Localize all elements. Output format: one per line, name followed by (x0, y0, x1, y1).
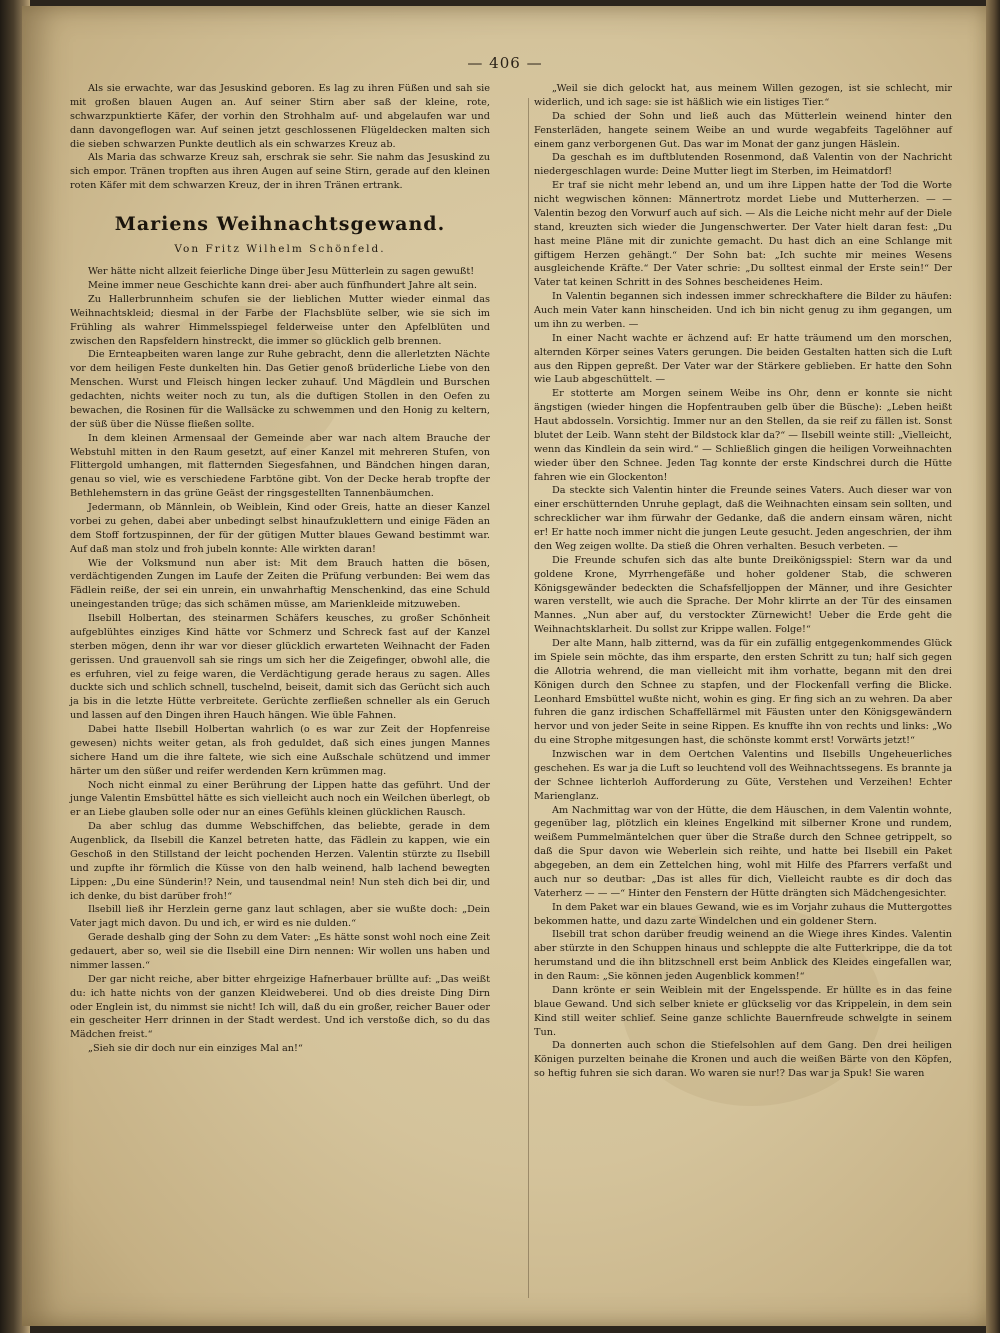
paragraph: Da schied der Sohn und ließ auch das Mütterlein weinend hinter den Fensterläden, hangete seinem Weibe an und wurde wegabfeits Tagelöhner auf einem ganz verborgenen Gut. Das war im Monat der ganz jungen Häslein. (534, 110, 952, 150)
article-body-left (70, 265, 490, 1056)
paragraph: Der alte Mann, halb zitternd, was da für ein zufällig entgegenkommendes Glück im Spiele sein möchte, das ihm ersparte, den ersten Schritt zu tun; half sich gegen die Allotria wehrend, die man vielleicht mit ihm vorhatte, begann mit den drei Königen durch den Schnee zu stapfen, und der Flockenfall verfing die Blicke. Leonhard Emsbüttel wußte nicht, wohin es ging. Er fing sich an zu wehren. Da aber fuhren die ganz irdischen Schaffellärmel mit Fäusten unter den Königsgewändern hervor und von jeder Seite in seine Rippen. Es knuffte ihn von rechts und links: „Wo du eine Strophe mitgesungen hast, die schönste kommt erst! Vorwärts jetzt!“ (534, 638, 952, 747)
paragraph: Noch nicht einmal zu einer Berührung der Lippen hatte das geführt. Und der junge Valentin Emsbüttel hätte es sich vielleicht auch noch ein Weilchen überlegt, ob er an Liebe glauben solle oder nur an eines Gefühls kleinen glücklichen Rausch. (70, 779, 490, 819)
paragraph: Wie der Volksmund nun aber ist: Mit dem Brauch hatten die bösen, verdächtigenden Zungen im Laufe der Zeiten die Prüfung verbunden: Bei wem das Fädlein reiße, der sei ein unrein, ein unwahrhaftig Menschenkind, das eine Schuld uneingestanden trüge; das sich schämen müsse, am Marienkleide mitzuweben. (70, 557, 490, 611)
paragraph: Da aber schlug das dumme Webschiffchen, das beliebte, gerade in dem Augenblick, da Ilsebill die Kanzel betreten hatte, das Fädlein zu kappen, wie ein Geschoß in den Stillstand der leicht pochenden Herzen. Valentin stürzte zu Ilsebill und zupfte ihr förmlich die Küsse von den halb weinend, halb lachend bewegten Lippen: „Du eine Sünderin!? Nein, und tausendmal nein! Nun steh dich bei dir, und ich denke, du bist darüber froh!“ (70, 821, 490, 902)
column-divider (528, 98, 529, 1298)
paragraph: Inzwischen war in dem Oertchen Valentins und Ilsebills Ungeheuerliches geschehen. Es war ja die Luft so leuchtend voll des Weihnachtssegens. Es brannte ja der Schnee lichterloh Aufforderung zu Güte, Verstehen und Verzeihen! Echter Marienglanz. (534, 749, 952, 802)
paragraph: Die Freunde schufen sich das alte bunte Dreikönigsspiel: Stern war da und goldene Krone, Myrrhengefäße und hoher goldener Stab, die schweren Königsgewänder bedeckten die Schafsfelljoppen der Männer, und ihre Gesichter waren verstellt, wie auch die Sprache. Der Mohr klirrte an der Tür des einsamen Mannes. „Nun aber auf, du verstockter Zürnewicht! Ueber die Erde geht die Weihnachtsklarheit. Du sollst zur Krippe wallen. Folge!“ (534, 554, 952, 636)
paragraph: Dabei hatte Ilsebill Holbertan wahrlich (o es war zur Zeit der Hopfenreise gewesen) nichts weiter getan, als froh geduldet, daß sich eines jungen Mannes sichere Hand um die ihre faltete, wie sich eine Außschale schützend und immer härter um den süßer und reifer werdenden Kern krümmen mag. (70, 724, 490, 777)
paragraph: Ilsebill ließ ihr Herzlein gerne ganz laut schlagen, aber sie wußte doch: „Dein Vater jagt mich davon. Du und ich, er wird es nie dulden.“ (70, 904, 490, 930)
page-number: — 406 — (467, 54, 543, 72)
paragraph: Da donnerten auch schon die Stiefelsohlen auf dem Gang. Den drei heiligen Königen purzelten beinahe die Kronen und auch die weißen Bärte von den Köpfen, so heftig fuhren sie sich daran. Wo waren sie nur!? Das war ja Spuk! Sie waren (534, 1040, 952, 1080)
paragraph: Gerade deshalb ging der Sohn zu dem Vater: „Es hätte sonst wohl noch eine Zeit gedauert, aber so, weil sie die Ilsebill eine Dirn nennen: Wir wollen uns haben und nimmer lassen.“ (70, 932, 490, 971)
paragraph: „Weil sie dich gelockt hat, aus meinem Willen gezogen, ist sie schlecht, mir widerlich, und ich sage: sie ist häßlich wie ein listiges Tier.“ (534, 83, 952, 108)
paragraph: Er traf sie nicht mehr lebend an, und um ihre Lippen hatte der Tod die Worte nicht wegwischen können: Männertrotz mordet Liebe und Mutterherzen. — — Valentin bezog den Vorwurf auch auf sich. — Als die Leiche nicht mehr auf der Diele stand, kreuzten sich wieder die Jungenschwerter. Der Vater hielt daran fest: „Du hast meine Pläne mit dir zunichte gemacht. Du hast dich an eine Schlange mit giftigem Herzen gehängt.“ Der Sohn bat: „Ich suchte mir meines Wesens ausgleichende Kräfte.“ Der Vater schrie: „Du solltest einmal der Erste sein!“ Der Vater tat keinen Schritt in des Sohnes bescheidenes Heim. (534, 180, 952, 289)
paragraph: Der gar nicht reiche, aber bitter ehrgeizige Hafnerbauer brüllte auf: „Das weißt du: ich hatte nichts von der ganzen Kleidweberei. Und ob dies dreiste Ding Dirn oder Englein ist, du nimmst sie nicht! Ich will, daß du ein großer, reicher Bauer oder ein gescheiter Herr drinnen in der Stadt werdest. Und ich verstoße dich, so du das Mädchen freist.“ (70, 973, 490, 1041)
paragraph: Jedermann, ob Männlein, ob Weiblein, Kind oder Greis, hatte an dieser Kanzel vorbei zu gehen, dabei aber unbedingt selbst hinaufzuklettern und einige Fäden an dem Stoff fortzuspinnen, der für der gütigen Mutter blaues Gewand bestimmt war. Auf daß man stolz und froh jubeln konnte: Alle wirkten daran! (70, 502, 490, 555)
paragraph: In Valentin begannen sich indessen immer schreckhaftere die Bilder zu häufen: Auch mein Vater kann hinscheiden. Und ich bin nicht genug zu ihm gegangen, um um ihn zu werben. — (534, 291, 952, 330)
paragraph: Am Nachmittag war von der Hütte, die dem Häuschen, in dem Valentin wohnte, gegenüber lag, plötzlich ein kleines Engelkind mit silberner Krone und rundem, weißem Pummelmäntelchen quer über die Straße durch den Schnee getrippelt, so daß die Spur davon wie Weberlein sich reihte, und hatte bei Ilsebill ein Paket abgegeben, an dem ein Zettelchen hing, wohl mit Hilfe des Pfarrers verfaßt und auch nur so deutbar: „Das ist alles für dich, Vielleicht raubte es dir doch das Vaterherz — — —“ Hinter den Fenstern der Hütte drängten sich Mädchengesichter. (534, 804, 952, 899)
paragraph: „Sieh sie dir doch nur ein einziges Mal an!“ (88, 1043, 303, 1055)
paragraph: Da geschah es im duftblutenden Rosenmond, daß Valentin von der Nachricht niedergeschlagen wurde: Deine Mutter liegt im Sterben, im Heimatdorf! (534, 152, 952, 178)
article-title: Mariens Weihnachtsgewand. (114, 213, 446, 235)
paragraph: Ilsebill trat schon darüber freudig weinend an die Wiege ihres Kindes. Valentin aber stürzte in den Schuppen hinaus und schleppte die alte Futterkrippe, die da tot herumstand und die ihn blitzschnell erst beim Anblick des Kleides eingefallen war, in den Raum: „Sie können jeden Augenblick kommen!“ (534, 929, 952, 982)
paragraph: In einer Nacht wachte er ächzend auf: Er hatte träumend um den morschen, alternden Körper seines Vaters gerungen. Die beiden Gestalten hatten sich die Luft aus den Rippen gepreßt. Der Vater war der Stärkere geblieben. Er hatte den Sohn wie Laub abgeschüttelt. — (534, 332, 952, 386)
paragraph: Als Maria das schwarze Kreuz sah, erschrak sie sehr. Sie nahm das Jesuskind zu sich empor. Tränen tropften aus ihren Augen auf seine Stirn, gerade auf den kleinen roten Käfer mit dem schwarzen Kreuz, der in ihren Tränen ertrank. (70, 152, 490, 192)
paragraph: Die Ernteарbeiten waren lange zur Ruhe gebracht, denn die allerletzten Nächte vor dem heiligen Feste dunkelten hin. Das Getier genoß brüderliche Liebe von den Menschen. Wurst und Fleisch hingen lecker zuhauf. Und Mägdlein und Burschen gedachten, nichts weiter noch zu tun, als die duftigen Stollen in den Oefen zu bewachen, die Rosinen für die Wallsäcke zu schwemmen und den Honig zu keltern, der süß über die Nüsse fließen sollte. (70, 349, 490, 430)
paragraph: Als sie erwachte, war das Jesuskind geboren. Es lag zu ihren Füßen und sah sie mit großen blauen Augen an. Auf seiner Stirn aber saß der kleine, rote, schwarzpunktierte Käfer, der vorhin den Strohhalm auf- und abgelaufen war und dann davongeflogen war. Auf seinen jetzt geschlossenen Flügeldecken malten sich die sieben schwarzen Punkte deutlich als ein schwarzes Kreuz ab. (70, 83, 490, 150)
paragraph: Zu Hallerbrunnheim schufen sie der lieblichen Mutter wieder einmal das Weihnachtskleid; diesmal in der Farbe der Flachsblüte selber, wie sie sich im Frühling als wahrer Himmelsspiegel felderweise unter den Apfelblüten und zwischen den Rapsfeldern hinstreckt, die immer so glücklich gelb brennen. (70, 293, 490, 347)
article-body-right (534, 82, 952, 1081)
story1-ending (70, 82, 490, 193)
paragraph: In dem Paket war ein blaues Gewand, wie es im Vorjahr zuhaus die Muttergottes bekommen hatte, und dazu zarte Windelchen und ein goldener Stern. (534, 901, 952, 927)
paragraph: Wer hätte nicht allzeit feierliche Dinge über Jesu Mütterlein zu sagen gewußt! (88, 266, 475, 278)
left-column (70, 82, 490, 1313)
paragraph: Meine immer neue Geschichte kann drei- aber auch fünfhundert Jahre alt sein. (88, 280, 477, 292)
paragraph: In dem kleinen Armensaal der Gemeinde aber war nach altem Brauche der Webstuhl mitten in den Raum gesetzt, auf einer Kanzel mit mehreren Stufen, von Flittergold umhangen, mit flatternden Siegesfahnen, und Bändchen hingen daran, genau so viel, wie es verschiedene Farbtöne gibt. Von der Decke herab tropfte der Bethlehemstern in das grüne Geäst der ringsgestellten Tannenbäumchen. (70, 432, 490, 500)
book-edge-shadow (986, 0, 1000, 1333)
right-column (534, 82, 952, 1313)
paragraph: Da steckte sich Valentin hinter die Freunde seines Vaters. Auch dieser war von einer erschütternden Unruhe geplagt, daß die Weihnachten einsam sein sollten, und schrecklicher war ihm fürwahr der Gedanke, daß die andern einsam wären, nicht er! Er hatte noch immer nicht die jungen Leute gesucht. Jeden angeschrien, der ihm den Weg zeigen wollte. Da stieß die Ohren verhalten. Besuch verbeten. — (534, 485, 952, 552)
paragraph: Ilsebill Holbertan, des steinarmen Schäfers keusches, zu großer Schönheit aufgeblühtes einziges Kind hätte vor Schmerz und Schreck fast auf der Kanzel sterben mögen, denn ihr war vor dieser glücklich erwarteten Weihnacht der Faden gerissen. Und grauenvoll sah sie rings um sich her die Zeigefinger, obwohl alle, die es erfuhren, viel zu feige waren, die Verdächtigung gerade heraus zu sagen. Alles duckte sich und schlich schnell, tuschelnd, beiseit, damit sich das Gerücht sich auch ja bis in die letzte Hütte verbreitete. Gerüchte zerfließen schneller als ein Geruch und lassen auf den Dingen ihren Hauch hängen. Wie üble Fahnen. (70, 613, 490, 722)
paragraph: Dann krönte er sein Weiblein mit der Engelsspende. Er hüllte es in das feine blaue Gewand. Und sich selber kniete er glückselig vor das Krippelein, in dem sein Kind still weiter schlief. Seine ganze schlichte Bauernfreude schwelgte in seinem Tun. (534, 984, 952, 1038)
paragraph: Er stotterte am Morgen seinem Weibe ins Ohr, denn er konnte sie nicht ängstigen (wieder hingen die Hopfentrauben gelb über die Büsche): „Leben heißt Haut abdosseln. Vorsichtig. Immer nur an den Stellen, da sie reif zu fällen ist. Sonst blutet der Leib. Wann steht der Bildstock klar da?“ — Ilsebill weinte still: „Vielleicht, wenn das Kindlein da sein wird.“ — Schließlich gingen die heiligen Vorweihnachten wieder über den Schnee. Jeden Tag konnte der erste Kindschrei durch die Hütte fahren wie ein Glockenton! (534, 388, 952, 483)
article-byline: Von Fritz Wilhelm Schönfeld. (174, 243, 386, 256)
